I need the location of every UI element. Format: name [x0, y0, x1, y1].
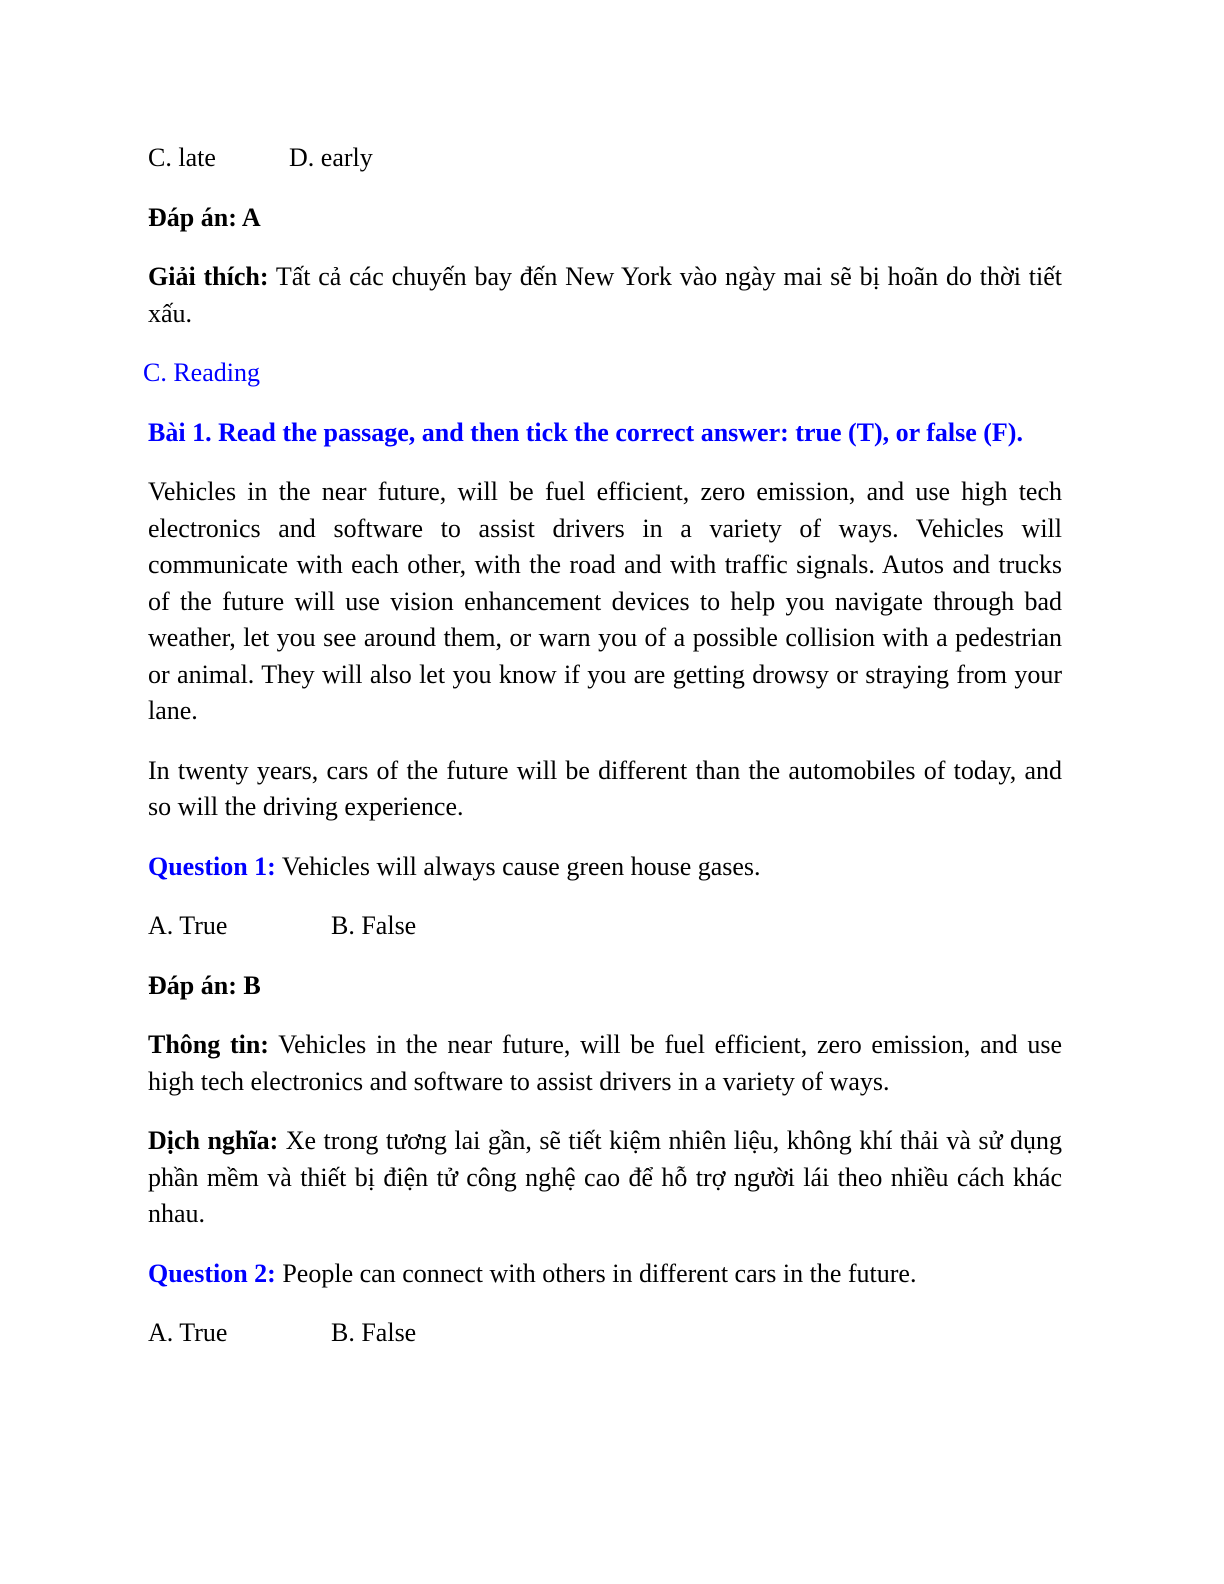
question-2-option-b: B. False [331, 1318, 417, 1347]
question-1-option-b: B. False [331, 911, 417, 940]
translation-text: Xe trong tương lai gần, sẽ tiết kiệm nhiên liệu, không khí thải và sử dụng phần mềm và thiết bị điện tử công nghệ cao để hỗ trợ người lái theo nhiều cách khác nhau. [148, 1126, 1062, 1228]
option-d: D. early [289, 143, 373, 172]
question-2-text: People can connect with others in different cars in the future. [275, 1258, 917, 1288]
question-1-info [148, 1027, 1062, 1100]
question-1-options [148, 908, 1062, 945]
explanation-label: Giải thích: [148, 262, 269, 291]
exercise-title: Bài 1. Read the passage, and then tick the correct answer: true (T), or false (F). [148, 417, 1023, 447]
passage-paragraph-1: Vehicles in the near future, will be fuel efficient, zero emission, and use high tech electronics and software to assist drivers in a variety of ways. Vehicles will communicate with each other, with the road and with traffic signals. Autos and trucks of the future will use vision enhancement devices to help you navigate through bad weather, let you see around them, or warn you of a possible collision with a pedestrian or animal. They will also let you know if you are getting drowsy or straying from your lane. [148, 477, 1062, 725]
explanation-text: Tất cả các chuyến bay đến New York vào ngày mai sẽ bị hoãn do thời tiết xấu. [148, 262, 1062, 328]
question-2-label: Question 2: [148, 1258, 276, 1288]
section-heading: C. Reading [143, 358, 260, 387]
question-2-option-a: A. True [148, 1318, 228, 1347]
info-label: Thông tin: [148, 1030, 269, 1059]
question-2-options [148, 1315, 1062, 1352]
option-c: C. late [148, 143, 216, 172]
question-1-option-a: A. True [148, 911, 228, 940]
question-1-translation [148, 1123, 1062, 1233]
question-2 [148, 1256, 1062, 1293]
question-1-label: Question 1: [148, 851, 276, 881]
info-text: Vehicles in the near future, will be fuel efficient, zero emission, and use high tech electronics and software to assist drivers in a variety of ways. [148, 1030, 1062, 1096]
prev-explanation [148, 259, 1062, 332]
document-page [143, 140, 1062, 1375]
question-1 [148, 849, 1062, 886]
passage-paragraph-2: In twenty years, cars of the future will be different than the automobiles of today, and so will the driving experience. [148, 755, 1062, 821]
question-1-text: Vehicles will always cause green house gases. [275, 851, 761, 881]
prev-answer: Đáp án: A [148, 202, 261, 232]
translation-label: Dịch nghĩa: [148, 1126, 279, 1155]
question-1-answer: Đáp án: B [148, 970, 261, 1000]
prev-question-options [148, 140, 1062, 177]
